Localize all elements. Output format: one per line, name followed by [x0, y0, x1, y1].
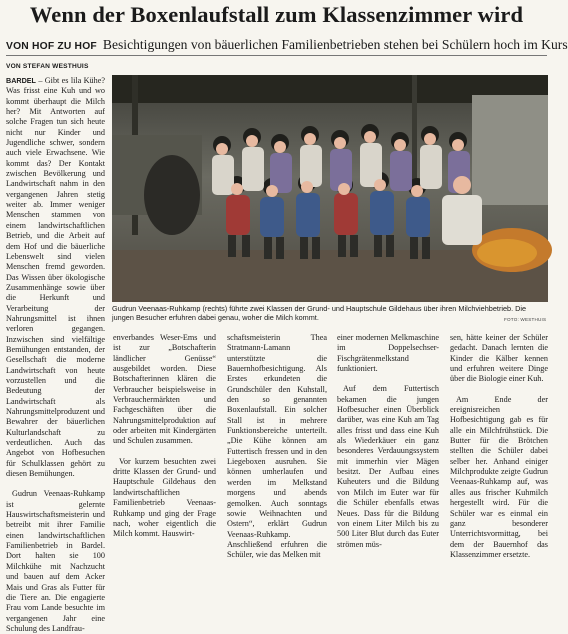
- paragraph: sen, hätte keiner der Schüler gedacht. Danach lernten die Kinder die Kälber kennen und erfuhren weitere Dinge über die Biologie einer Kuh.: [450, 333, 548, 384]
- subline: [6, 37, 568, 54]
- headline: Wenn der Boxenlaufstall zum Klassenzimmer wird: [29, 2, 524, 27]
- subtitle: Besichtigungen von bäuerlichen Familienbetrieben stehen bei Schülern hoch im Kurs: [102, 37, 568, 52]
- article-column-3: [227, 333, 327, 560]
- paragraph: schaftsmeisterin Thea Stratmann-Lamann unterstützte die Bauernhofbesichtigung. Als Erstes erkundeten die Grundschüler den Kuhstall, den so genannten Boxenlaufstall. Ein solcher Stall ist in mehrere Funktionsbereiche unterteilt. „Die Kühe können am Futtertisch fressen und in den Liegeboxen ausruhen. Sie können umherlaufen und werden im Melkstand morgens und abends gemolken. Auch sonntags sowie Weihnachten und Ostern“, erklärt Gudrun Veenaas-Ruhkamp. Anschließend erfuhren die Schüler, wie das Melken mit: [227, 333, 327, 560]
- paragraph: Gudrun Veenaas-Ruhkamp ist gelernte Hauswirtschaftsmeisterin und betreibt mit ihrer Familie einen landwirtschaftlichen Familienbetrieb in Bardel. Dort halten sie 100 Milchkühe mit Nachzucht und bauen auf dem Acker Mais und Gras als Futter für die Tiere an. Die engagierte Frau vom Lande besuchte im vergangenen Jahr eine Schulung des Landfrau-: [6, 489, 105, 633]
- photo-image: [112, 75, 548, 302]
- article-column-5: [450, 333, 548, 559]
- article-column-4: [337, 333, 439, 549]
- lead-paragraph: [6, 76, 105, 479]
- paragraph: Vor kurzem besuchten zwei dritte Klassen der Grund- und Hauptschule Gildehaus den landwirtschaftlichen Familienbetrieb Veenaas-Ruhkamp und ging der Frage nach, woher eigentlich die Milch kommt. Hauswirt-: [113, 456, 216, 539]
- article-column-2: [113, 333, 216, 539]
- paragraph: Auf dem Futtertisch bekamen die jungen Hofbesucher einen Überblick darüber, was eine Kuh am Tag alles frisst und dass eine Kuh als Wiederkäuer ein ganz besonderes Verdauungssystem mit immerhin vier Mägen besitzt. Der Aufbau eines Kuheuters und die Bildung von Milch im Euter war für die Schüler ebenfalls etwas Neues. Dass für die Bildung von einem Liter Milch bis zu 500 Liter Blut durch das Euter strömen müs-: [337, 384, 439, 549]
- byline: VON STEFAN WESTHUIS: [6, 63, 89, 70]
- paragraph: Am Ende der ereignisreichen Hofbesichtigung gab es für alle ein Milchfrühstück. Die Butter für die Brötchen stellten die Schüler dabei selber her. Anhand einiger Milchprodukte zeigte Gudrun Veenaas-Ruhkamp auf, was alles aus frischer Kuhmilch hergestellt wird. Für die Schüler war es einmal ein ganz besonderer Unterrichtsvormittag, bei dem der Bauernhof das Klassenzimmer ersetzte.: [450, 394, 548, 559]
- article-photo: [112, 75, 548, 302]
- lead-text: – Gibt es lila Kühe? Was frisst eine Kuh und wo kommt überhaupt die Milch her? Mit Antworten auf solche Fragen tun sich heute nicht nur Kinder und Jugendliche schwer, sondern auch viele Erwachsene. Wie kommt das? Der Kontakt zwischen Bevölkerung und Landwirtschaft nahm in den vergangenen Jahren stetig weiter ab. Immer weniger Menschen stammen von einem landwirtschaftlichen Betrieb, und die Arbeit auf dem Hof und die bäuerliche Lebenswelt sind vielen Menschen fremd geworden. Das Wissen über ökologische Zusammenhänge sowie über die Herkunft und Verarbeitung der Nahrungsmittel ist ihnen verloren gegangen. Inzwischen sind vielfältige Bemühungen entstanden, der Gesellschaft die moderne Landwirtschaft von heute vorzustellen und die Bedeutung der Landwirtschaft als Nahrungsmittelproduzent und Bewahrer der bäuerlichen Kulturlandschaft zu verdeutlichen. Auch das Angebot von Hofbesuchen für Schulklassen gehört zu diesen Bemühungen.: [6, 76, 106, 479]
- paragraph: einer modernen Melkmaschine im Doppelsechser-Fischgrätenmelkstand funktioniert.: [337, 333, 439, 374]
- paragraph: enverbandes Weser-Ems und ist zur „Botschafterin ländlicher Genüsse“ ausgebildet worden. Diese Botschafterinnen klären die Verbraucher beispielsweise in Verbrauchermärkten und Fachgeschäften über die Nahrungsmittelproduktion auf oder arbeiten mit Kindergärten und Schulen zusammen.: [113, 333, 216, 446]
- article-column-1: [6, 76, 106, 633]
- photo-caption: Gudrun Veenaas-Ruhkamp (rechts) führte zwei Klassen der Grund- und Hauptschule Gildehaus über ihren Milchviehbetrieb. Die jungen Besucher erfuhren dabei genau, woher die Milch kommt.: [112, 304, 527, 323]
- dateline: BARDEL: [6, 76, 36, 85]
- photo-credit: FOTO: WESTHUIS: [504, 317, 547, 322]
- kicker: VON HOF ZU HOF: [6, 41, 97, 52]
- divider: [6, 55, 547, 56]
